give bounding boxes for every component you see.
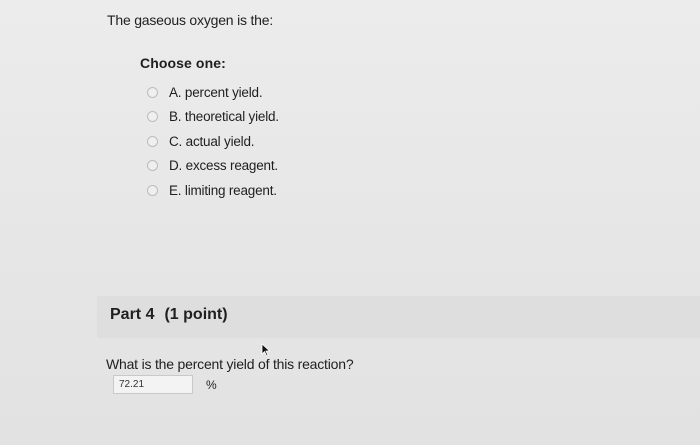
option-label: D. excess reagent. [169,158,278,174]
option-label: B. theoretical yield. [169,109,279,125]
choose-one-label: Choose one: [140,55,226,71]
question-text: The gaseous oxygen is the: [107,12,274,28]
option-label: C. actual yield. [169,133,255,149]
radio-button-icon[interactable] [147,136,158,147]
part-points: (1 point) [164,306,228,323]
mouse-pointer-icon [261,343,271,357]
option-b[interactable] [147,105,279,130]
radio-button-icon[interactable] [147,87,158,98]
option-e[interactable] [147,178,279,203]
radio-button-icon[interactable] [147,185,158,196]
option-c[interactable] [147,129,279,154]
option-d[interactable] [147,154,279,179]
part-prompt: What is the percent yield of this reaction? [106,356,354,372]
percent-yield-input[interactable] [113,375,193,394]
option-label: E. limiting reagent. [169,182,277,198]
percent-unit-label: % [206,378,217,392]
part-number: Part 4 [110,306,155,323]
answer-options [147,80,279,203]
part-title [110,306,228,324]
option-a[interactable] [147,80,279,105]
radio-button-icon[interactable] [147,160,158,171]
radio-button-icon[interactable] [147,111,158,122]
option-label: A. percent yield. [169,84,263,100]
